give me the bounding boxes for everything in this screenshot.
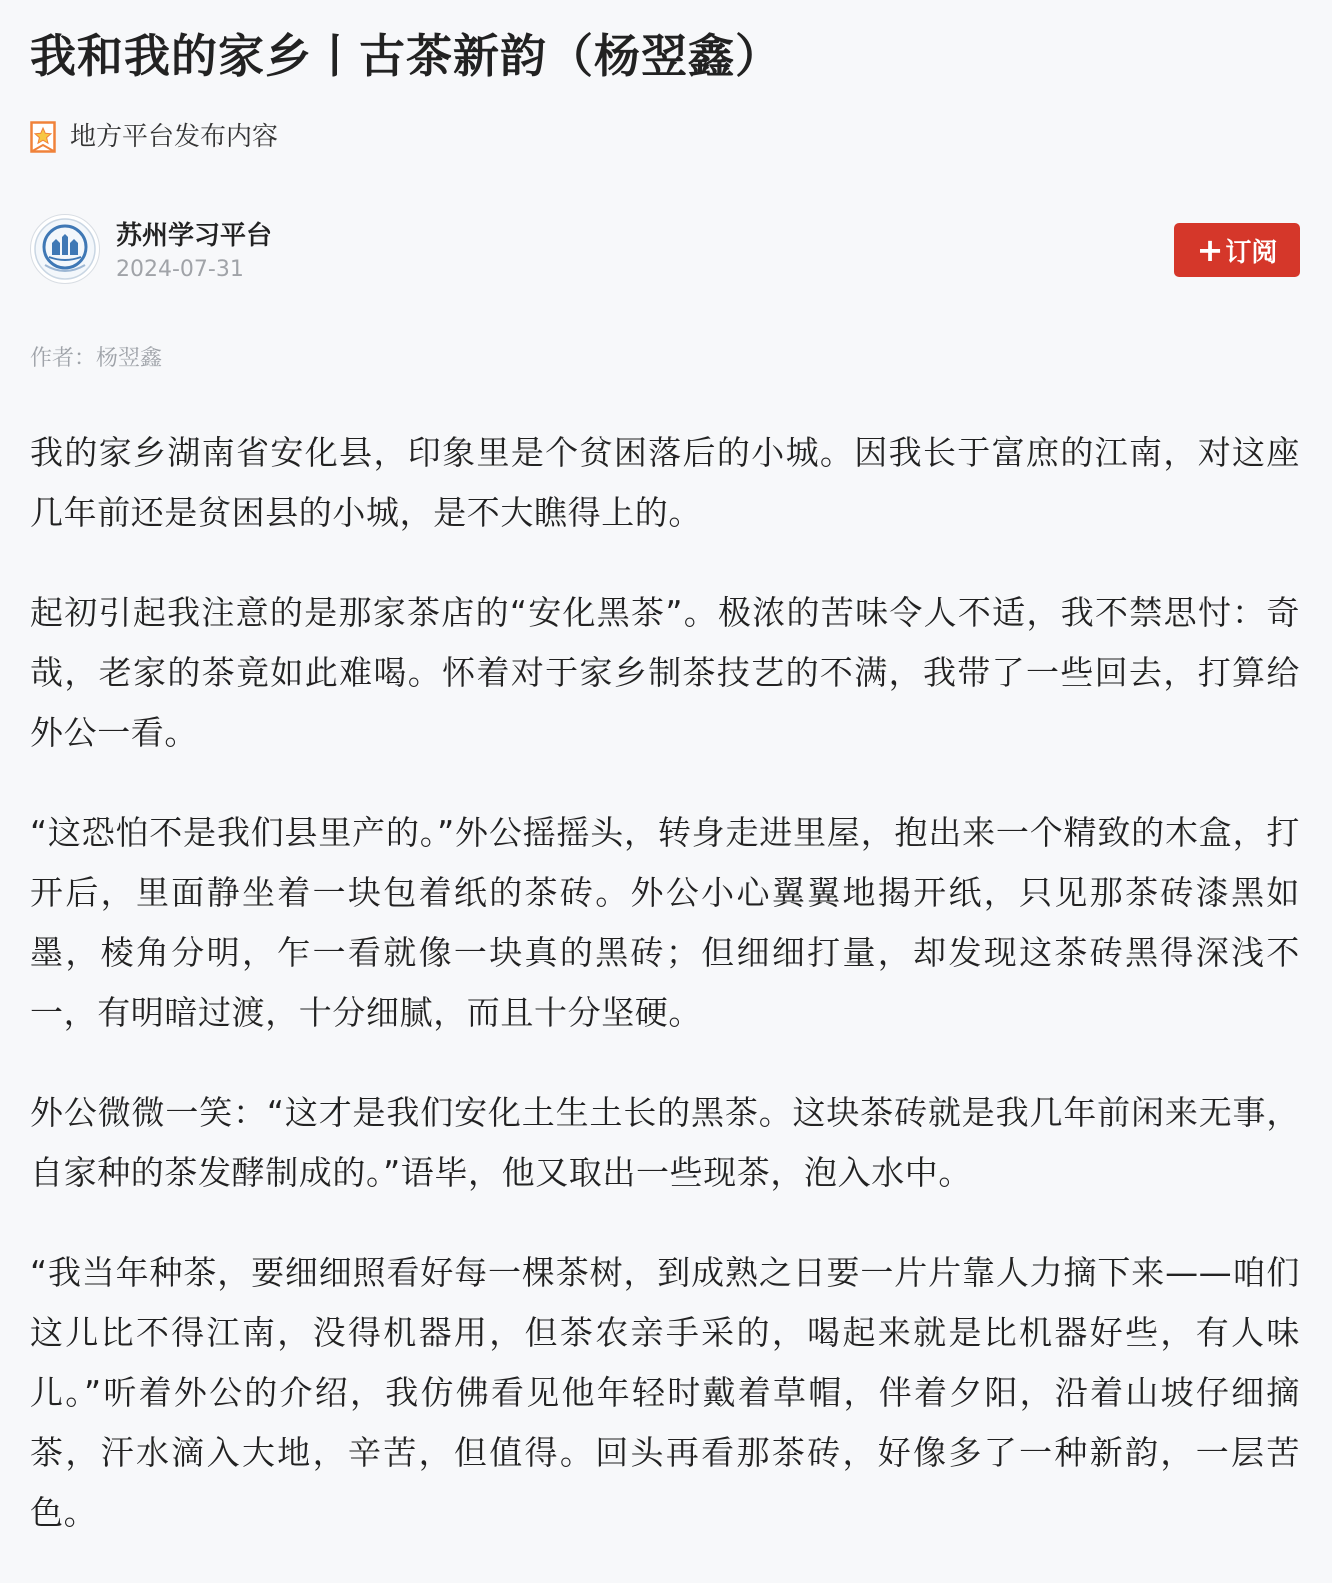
article-title: 我和我的家乡丨古茶新韵（杨翌鑫） bbox=[30, 29, 782, 83]
plus-icon: + bbox=[1196, 231, 1224, 269]
account-name[interactable]: 苏州学习平台 bbox=[116, 221, 273, 251]
article-body bbox=[30, 423, 1300, 1583]
source-label: 地方平台发布内容 bbox=[70, 122, 279, 152]
star-badge-icon bbox=[30, 121, 56, 153]
suzhou-logo-icon[interactable] bbox=[30, 214, 100, 284]
source-info bbox=[30, 118, 278, 156]
paragraph: “这恐怕不是我们县里产的。”外公摇摇头，转身走进里屋，抱出来一个精致的木盒，打开后，里面静坐着一块包着纸的茶砖。外公小心翼翼地揭开纸，只见那茶砖漆黑如墨，棱角分明，乍一看就像一块真的黑砖；但细细打量，却发现这茶砖黑得深浅不一，有明暗过渡，十分细腻，而且十分坚硬。 bbox=[30, 813, 1300, 1032]
paragraph: 起初引起我注意的是那家茶店的“安化黑茶”。极浓的苦味令人不适，我不禁思忖：奇哉，老家的茶竟如此难喝。怀着对于家乡制茶技艺的不满，我带了一些回去，打算给外公一看。 bbox=[30, 593, 1300, 752]
paragraph: 外公微微一笑：“这才是我们安化土生土长的黑茶。这块茶砖就是我几年前闲来无事，自家种的茶发酵制成的。”语毕，他又取出一些现茶，泡入水中。 bbox=[30, 1093, 1300, 1192]
publish-date: 2024-07-31 bbox=[116, 257, 244, 282]
subscribe-button[interactable] bbox=[1174, 223, 1300, 277]
paragraph: “我当年种茶，要细细照看好每一棵茶树，到成熟之日要一片片靠人力摘下来——咱们这儿比不得江南，没得机器用，但茶农亲手采的，喝起来就是比机器好些，有人味儿。”听着外公的介绍，我仿佛看见他年轻时戴着草帽，伴着夕阳，沿着山坡仔细摘茶，汗水滴入大地，辛苦，但值得。回头再看那茶砖，好像多了一种新韵，一层苦色。 bbox=[30, 1253, 1300, 1532]
subscribe-label: 订阅 bbox=[1225, 237, 1278, 268]
account-header bbox=[30, 214, 1300, 286]
paragraph: 我的家乡湖南省安化县，印象里是个贫困落后的小城。因我长于富庶的江南，对这座几年前还是贫困县的小城，是不大瞧得上的。 bbox=[30, 433, 1300, 532]
author-line: 作者：杨翌鑫 bbox=[30, 346, 163, 371]
